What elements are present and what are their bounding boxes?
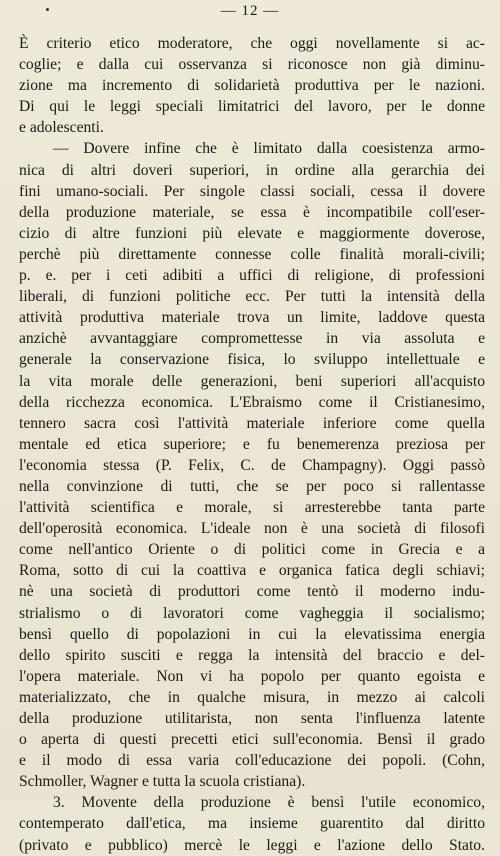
- text-line: come nell'antico Oriente o di politici come in Grecia e a: [19, 541, 485, 559]
- text-line: liberali, di funzioni politiche ecc. Per tutti la intensità della: [19, 288, 485, 306]
- text-line: della produzione utilitarista, non senta l'influenza latente: [19, 710, 485, 727]
- page-number: — 12 —: [220, 3, 280, 19]
- text-line: 3. Movente della produzione è bensì l'utile economico,: [53, 794, 485, 812]
- text-line: nè una società di produttori come tentò il moderno indu-: [19, 583, 485, 601]
- text-line: della ricchezza economica. L'Ebraismo come il Cristianesimo,: [19, 393, 485, 411]
- text-line: l'opera materiale. Non vi ha popolo per quanto egoista e: [19, 667, 485, 685]
- text-line: e il modo di essa varia coll'educazione dei popoli. (Cohn,: [19, 752, 485, 770]
- text-line: cizio di altre funzioni più elevate e maggiormente doverose,: [19, 224, 485, 242]
- text-line: bensì quello di popolazioni in cui la elevatissima energia: [19, 625, 485, 643]
- text-line: Schmoller, Wagner e tutta la scuola cristiana).: [19, 773, 306, 791]
- text-line: attività produttiva materiale trova un limite, laddove questa: [19, 309, 485, 327]
- text-line: fini umano-sociali. Per singole classi sociali, cessa il dovere: [19, 182, 485, 200]
- text-line: contemperato dall'etica, ma insieme guarentito dal diritto: [19, 815, 485, 833]
- text-line: generale la conservazione fisica, lo sviluppo intellettuale e: [19, 351, 485, 369]
- text-line: coglie; e dalla cui osservanza si riconosce non già diminu-: [19, 56, 485, 74]
- body-text: [19, 33, 485, 856]
- text-line: e adolescenti.: [19, 119, 104, 137]
- text-line: della produzione materiale, se essa è incompatibile coll'eser-: [19, 203, 485, 221]
- text-line: strialismo o di lavoratori come vagheggia il socialismo;: [19, 604, 485, 622]
- text-line: materializzato, che in qualche misura, in mezzo ai calcoli: [19, 688, 485, 706]
- text-line: p. e. per i ceti adibiti a uffici di religione, di professioni: [19, 267, 485, 285]
- text-line: l'economia stessa (P. Felix, C. de Champagny). Oggi passò: [19, 456, 485, 474]
- text-line: l'attività scientifica e morale, si arresterebbe tanta parte: [19, 499, 485, 517]
- text-line: tennero sacra così l'attività materiale inferiore come quella: [19, 414, 485, 432]
- text-line: mentale ed etica superiore; e fu benemerenza preziosa per: [19, 435, 485, 453]
- text-line: — Dovere infine che è limitato dalla coesistenza armo-: [53, 140, 485, 158]
- text-line: zione ma incremento di solidarietà produttiva per le nazioni.: [19, 77, 485, 95]
- text-line: Roma, sotto di cui la coattiva e organica fatica degli schiavi;: [19, 562, 485, 580]
- text-line: dello spirito susciti e regga la intensità del braccio e del-: [19, 646, 485, 664]
- text-line: Di qui le leggi speciali limitatrici del lavoro, per le donne: [19, 98, 485, 116]
- text-line: la vita morale delle generazioni, beni superiori all'acquisto: [19, 372, 485, 390]
- text-line: È criterio etico moderatore, che oggi novellamente si ac-: [19, 35, 485, 52]
- text-line: anzichè avvantaggiare compromettesse in via assoluta e: [19, 330, 485, 348]
- text-line: perchè più direttamente connesse colle finalità morali-civili;: [19, 245, 485, 263]
- text-line: dell'operosità economica. L'ideale non è una società di filosofi: [19, 520, 485, 538]
- text-line: o aperta di questi precetti etici sull'economia. Bensì il grado: [19, 731, 485, 749]
- text-line: nica di altri doveri superiori, in ordine alla gerarchia dei: [19, 161, 485, 179]
- text-line: nella convinzione di tutti, che se per poco si rallentasse: [19, 477, 485, 495]
- text-line: (privato e pubblico) mercè le leggi e l'azione dello Stato.: [19, 836, 485, 854]
